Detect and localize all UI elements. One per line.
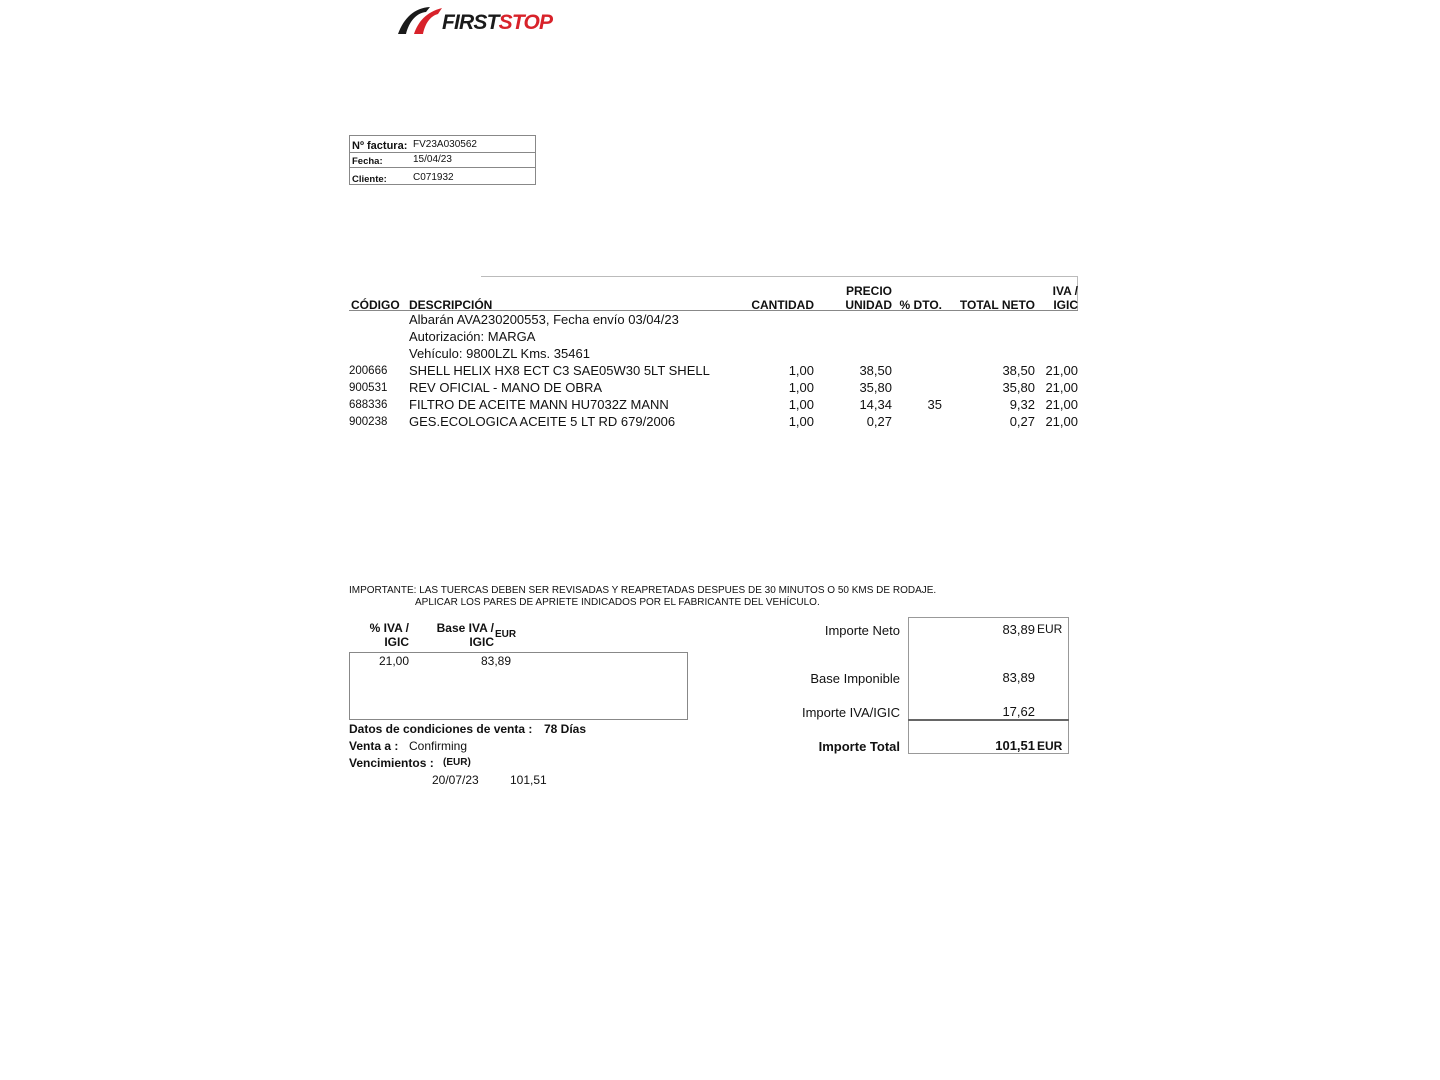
table-top-rule	[481, 276, 1078, 277]
row-total: 35,80	[1002, 380, 1035, 395]
row-iva: 21,00	[1045, 414, 1078, 429]
header-iva-line2: IGIC	[1053, 298, 1078, 312]
invoice-info-box	[349, 135, 536, 185]
row-descripcion: REV OFICIAL - MANO DE OBRA	[409, 380, 603, 395]
vat-base-header	[420, 621, 494, 649]
row-total: 38,50	[1002, 363, 1035, 378]
importe-neto-label: Importe Neto	[824, 623, 900, 638]
important-note-line2: APLICAR LOS PARES DE APRIETE INDICADOS POR EL FABRICANTE DEL VEHÍCULO.	[415, 597, 820, 608]
invoice-client-label: Cliente:	[352, 174, 387, 185]
row-cantidad: 1,00	[788, 414, 814, 429]
invoice-client-value: C071932	[413, 172, 454, 183]
invoice-number-label: Nº factura:	[352, 140, 408, 152]
header-precio-line1: PRECIO	[845, 284, 892, 298]
row-codigo: 688336	[349, 399, 388, 411]
invoice-number-value: FV23A030562	[413, 139, 477, 150]
row-codigo: 900531	[349, 382, 388, 394]
totals-separator	[908, 719, 1069, 721]
vat-base-value: 83,89	[480, 654, 511, 668]
row-precio: 35,80	[859, 380, 892, 395]
base-imponible-label: Base Imponible	[810, 671, 900, 686]
importe-neto-value: 83,89	[1002, 622, 1035, 637]
row-cantidad: 1,00	[788, 363, 814, 378]
header-iva	[1038, 284, 1078, 312]
row-precio: 38,50	[859, 363, 892, 378]
venta-label: Venta a :	[349, 739, 399, 753]
base-imponible-value: 83,89	[1002, 670, 1035, 685]
vat-base-header-line1: Base IVA /	[436, 621, 494, 635]
header-codigo: CÓDIGO	[351, 298, 400, 312]
firststop-logo	[396, 4, 568, 38]
important-note	[349, 585, 936, 609]
invoice-date-value: 15/04/23	[413, 154, 452, 165]
header-iva-line1: IVA /	[1052, 284, 1078, 298]
vencimiento-date: 20/07/23	[432, 773, 479, 787]
row-iva: 21,00	[1045, 397, 1078, 412]
importe-total-currency: EUR	[1037, 739, 1063, 753]
importe-iva-label: Importe IVA/IGIC	[801, 705, 900, 720]
vat-pct-value: 21,00	[378, 654, 409, 668]
note-vehiculo: Vehículo: 9800LZL Kms. 35461	[409, 346, 590, 361]
invoice-number-row	[350, 136, 535, 153]
row-cantidad: 1,00	[788, 380, 814, 395]
venta-value: Confirming	[409, 739, 468, 753]
header-dto: % DTO.	[899, 298, 942, 312]
vat-currency: EUR	[495, 629, 517, 640]
invoice-client-row	[350, 168, 535, 185]
logo-stop: STOP	[498, 11, 553, 34]
row-precio: 0,27	[866, 414, 892, 429]
row-codigo: 900238	[349, 416, 388, 428]
vencimientos-currency: (EUR)	[443, 757, 471, 768]
vencimientos-label: Vencimientos :	[349, 756, 434, 770]
header-descripcion: DESCRIPCIÓN	[409, 298, 493, 312]
row-precio: 14,34	[859, 397, 892, 412]
important-note-line1: IMPORTANTE: LAS TUERCAS DEBEN SER REVISADAS Y REAPRETADAS DESPUES DE 30 MINUTOS O 50 KMS DE RODAJE.	[349, 585, 937, 596]
row-cantidad: 1,00	[788, 397, 814, 412]
vat-pct-header	[350, 621, 409, 649]
importe-iva-value: 17,62	[1002, 704, 1035, 719]
note-autorizacion: Autorización: MARGA	[409, 329, 536, 344]
importe-neto-currency: EUR	[1037, 622, 1063, 636]
note-albaran: Albarán AVA230200553, Fecha envío 03/04/23	[409, 312, 679, 327]
invoice-date-row	[350, 153, 535, 168]
row-descripcion: SHELL HELIX HX8 ECT C3 SAE05W30 5LT SHELL	[409, 363, 710, 378]
importe-total-label: Importe Total	[818, 739, 900, 754]
header-cantidad: CANTIDAD	[751, 298, 814, 312]
conditions-value: 78 Días	[544, 722, 587, 736]
row-codigo: 200666	[349, 365, 388, 377]
vat-pct-header-line1: % IVA /	[369, 621, 409, 635]
tire-swoosh-icon	[396, 4, 444, 36]
row-dto: 35	[927, 397, 942, 412]
vencimiento-amount: 101,51	[510, 773, 547, 787]
totals-box	[908, 617, 1069, 754]
logo-wordmark	[442, 12, 552, 33]
row-iva: 21,00	[1045, 363, 1078, 378]
row-total: 9,32	[1009, 397, 1035, 412]
header-precio-line2: UNIDAD	[845, 298, 892, 312]
invoice-date-label: Fecha:	[352, 156, 383, 167]
row-iva: 21,00	[1045, 380, 1078, 395]
importe-total-value: 101,51	[995, 738, 1035, 753]
row-total: 0,27	[1009, 414, 1035, 429]
row-descripcion: FILTRO DE ACEITE MANN HU7032Z MANN	[409, 397, 669, 412]
row-descripcion: GES.ECOLOGICA ACEITE 5 LT RD 679/2006	[409, 414, 676, 429]
header-precio	[832, 284, 892, 312]
logo-first: FIRST	[442, 11, 499, 34]
conditions-label: Datos de condiciones de venta :	[349, 722, 533, 736]
vat-pct-header-line2: IGIC	[384, 635, 409, 649]
vat-base-header-line2: IGIC	[469, 635, 494, 649]
header-total-neto: TOTAL NETO	[959, 298, 1035, 312]
